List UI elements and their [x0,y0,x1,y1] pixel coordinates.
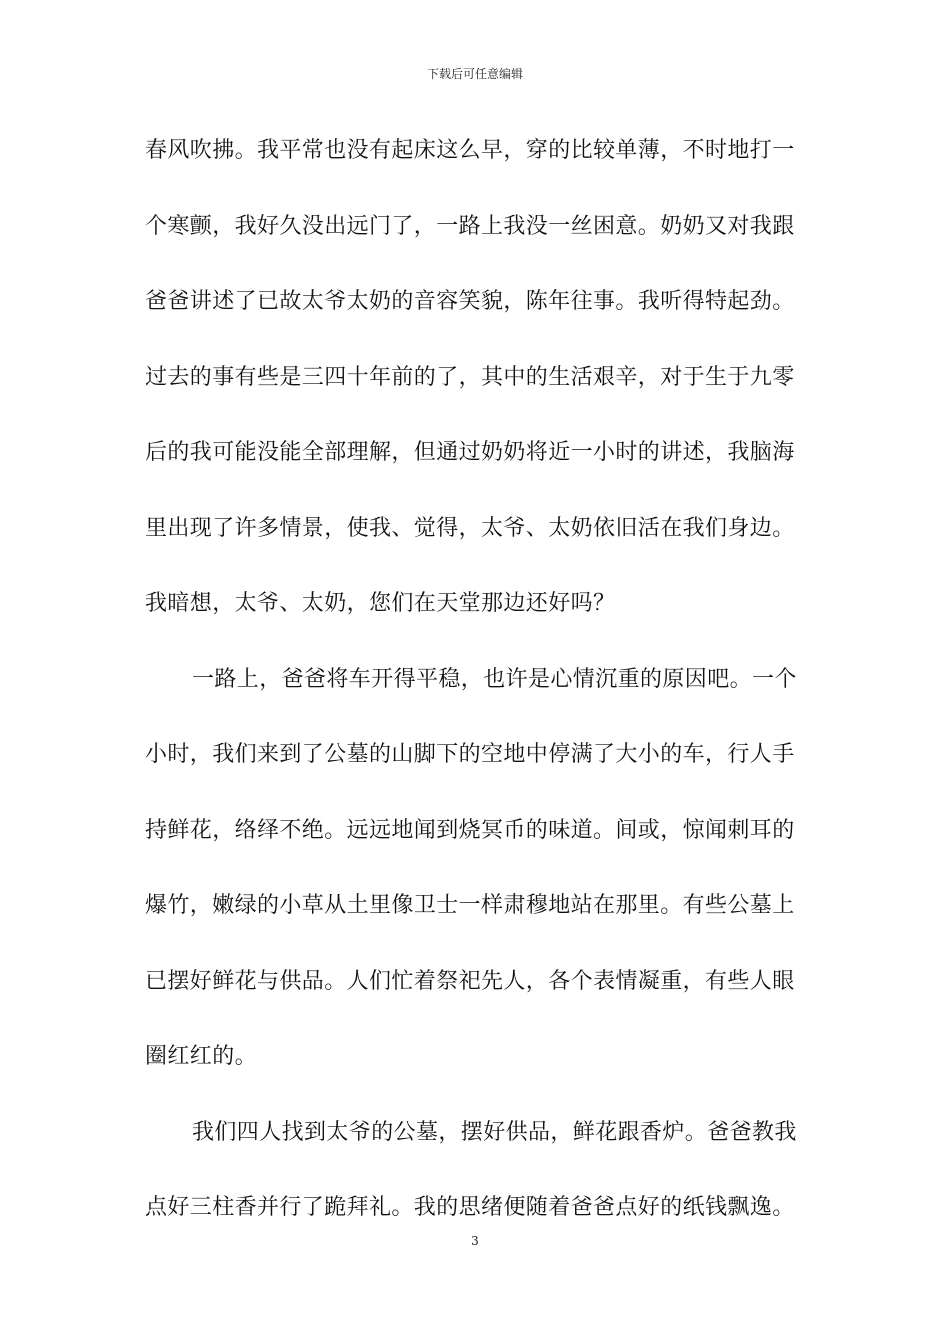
text-line: 里出现了许多情景，使我、觉得，太爷、太奶依旧活在我们身边。 [145,515,795,541]
body-text [145,128,809,1261]
text-line: 已摆好鲜花与供品。人们忙着祭祀先人，各个表情凝重，有些人眼 [145,968,795,994]
text-line: 小时，我们来到了公墓的山脚下的空地中停满了大小的车，行人手 [145,742,795,767]
text-line: 爸爸讲述了已故太爷太奶的音容笑貌，陈年往事。我听得特起劲。 [145,289,795,314]
text-line: 个寒颤，我好久没出远门了，一路上我没一丝困意。奶奶又对我跟 [145,213,795,239]
text-line: 爆竹，嫩绿的小草从土里像卫士一样肃穆地站在那里。有些公墓上 [145,893,795,918]
paragraph-first-line: 我们四人找到太爷的公墓，摆好供品，鲜花跟香炉。爸爸教我 [192,1119,797,1145]
text-line: 我暗想，太爷、太奶，您们在天堂那边还好吗？ [145,591,616,616]
text-line: 过去的事有些是三四十年前的了，其中的生活艰辛，对于生于九零 [145,364,795,390]
text-line: 点好三柱香并行了跪拜礼。我的思绪便随着爸爸点好的纸钱飘逸。 [145,1195,795,1220]
paragraph-first-line: 一路上，爸爸将车开得平稳，也许是心情沉重的原因吧。一个 [192,666,797,692]
text-line: 后的我可能没能全部理解，但通过奶奶将近一小时的讲述，我脑海 [145,440,795,465]
page-number: 3 [471,1234,479,1248]
text-line: 春风吹拂。我平常也没有起床这么早，穿的比较单薄，不时地打一 [145,138,795,163]
page-header: 下载后可任意编辑 [426,67,523,81]
text-line: 圈红红的。 [145,1044,258,1069]
text-line: 持鲜花，络绎不绝。远远地闻到烧冥币的味道。间或，惊闻刺耳的 [145,817,795,843]
